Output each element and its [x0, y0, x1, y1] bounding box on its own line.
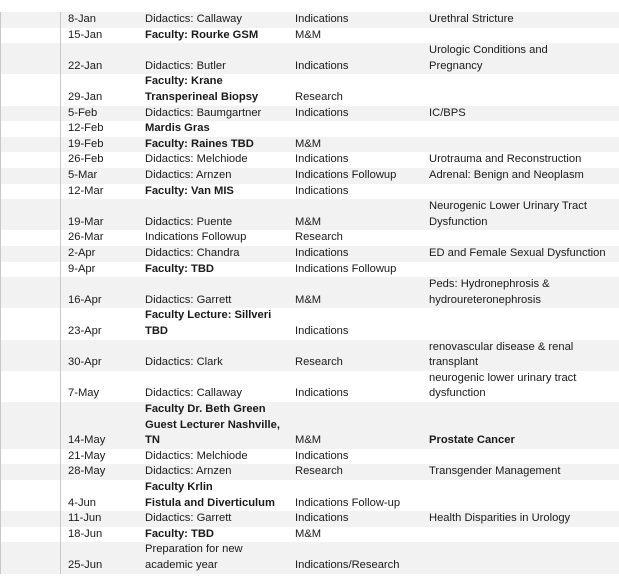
date-cell: 2-Apr [68, 247, 96, 259]
date-cell: 26-Mar [68, 231, 104, 244]
date-cell: 7-May [68, 387, 100, 400]
table-row [0, 230, 619, 246]
table-row [0, 340, 619, 371]
topic-cell: Faculty: TBD [145, 262, 214, 275]
subject-cell: ED and Female Sexual Dysfunction [429, 247, 606, 259]
table-row [0, 402, 619, 449]
topic-cell: Didactics: Chandra [145, 247, 240, 259]
topic-cell: Faculty: TBD [145, 527, 214, 540]
table-row [0, 527, 619, 543]
topic-cell: Didactics: Melchiode [145, 449, 248, 462]
date-cell: 12-Mar [68, 184, 104, 197]
session-cell: Indications [295, 449, 349, 462]
table-row [0, 199, 619, 230]
session-cell: M&M [295, 293, 322, 306]
session-cell: Indications [295, 153, 349, 166]
subject-cell: renovascular disease & renal transplant [429, 340, 574, 369]
date-cell: 11-Jun [68, 512, 102, 525]
session-cell: M&M [295, 215, 322, 228]
date-cell: 18-Jun [68, 527, 103, 540]
session-cell: M&M [295, 137, 322, 150]
subject-cell: Urethral Stricture [429, 13, 514, 25]
date-cell: 21-May [68, 449, 106, 462]
topic-cell: Mardis Gras [145, 122, 210, 135]
session-cell: Indications [295, 184, 349, 197]
topic-cell: Faculty: Raines TBD [145, 137, 254, 150]
date-cell: 26-Feb [68, 153, 104, 166]
topic-cell: Faculty Lecture: Sillveri TBD [145, 309, 272, 337]
session-cell: Indications Follow-up [295, 496, 401, 509]
table-row [0, 464, 619, 480]
table-row [0, 74, 619, 105]
subject-cell: Urotrauma and Reconstruction [429, 153, 582, 166]
table-row [0, 168, 619, 184]
subject-cell: Health Disparities in Urology [429, 512, 571, 525]
table-row [0, 28, 619, 44]
date-cell: 22-Jan [68, 59, 103, 72]
subject-cell: Urologic Conditions and Pregnancy [429, 44, 548, 72]
table-row [0, 43, 619, 74]
date-cell: 5-Mar [68, 169, 98, 181]
date-cell: 25-Jun [68, 558, 103, 571]
table-border-line [0, 12, 1, 574]
date-cell: 16-Apr [68, 293, 102, 306]
session-cell: Indications Followup [295, 262, 397, 275]
session-cell: Indications [295, 324, 349, 337]
session-cell: Research [295, 90, 343, 103]
table-row [0, 137, 619, 153]
topic-cell: Didactics: Callaway [145, 387, 242, 400]
table-row [0, 12, 619, 28]
table-row [0, 308, 619, 339]
session-cell: Indications [295, 247, 349, 259]
date-cell: 15-Jan [68, 28, 103, 41]
date-cell: 12-Feb [68, 122, 104, 135]
date-cell: 5-Feb [68, 106, 98, 119]
topic-cell: Faculty Krlin Fistula and Diverticulum [145, 481, 275, 509]
date-cell: 4-Jun [68, 496, 96, 509]
table-row [0, 121, 619, 137]
session-cell: Indications [295, 13, 349, 25]
date-cell: 14-May [68, 434, 106, 447]
session-cell: M&M [295, 434, 322, 447]
table-row [0, 152, 619, 168]
session-cell: Indications [295, 59, 349, 72]
table-row [0, 277, 619, 308]
session-cell: Indications Followup [295, 169, 397, 181]
subject-cell: neurogenic lower urinary tract dysfunction [429, 371, 577, 400]
topic-cell: Didactics: Arnzen [145, 465, 232, 478]
topic-cell: Faculty Dr. Beth Green Guest Lecturer Nashville, TN [145, 403, 280, 447]
date-cell: 9-Apr [68, 262, 96, 275]
date-cell: 28-May [68, 465, 106, 478]
session-cell: Indications [295, 512, 349, 525]
topic-cell: Didactics: Puente [145, 215, 233, 228]
date-cell: 8-Jan [68, 13, 96, 25]
topic-cell: Didactics: Garrett [145, 512, 232, 525]
table-row [0, 262, 619, 278]
subject-cell: Adrenal: Benign and Neoplasm [429, 169, 584, 181]
session-cell: M&M [295, 28, 322, 41]
table-border-line [60, 12, 61, 574]
topic-cell: Didactics: Garrett [145, 293, 232, 306]
date-cell: 19-Feb [68, 137, 104, 150]
table-row [0, 371, 619, 402]
table-row [0, 246, 619, 262]
table-row [0, 480, 619, 511]
subject-cell: Peds: Hydronephrosis & hydroureteronephrosis [429, 278, 550, 306]
date-cell: 19-Mar [68, 215, 104, 228]
date-cell: 23-Apr [68, 324, 102, 337]
subject-cell: Prostate Cancer [429, 434, 515, 447]
table-row [0, 511, 619, 527]
topic-cell: Didactics: Butler [145, 59, 226, 72]
topic-cell: Didactics: Melchiode [145, 153, 248, 166]
session-cell: Indications [295, 106, 349, 119]
subject-cell: Transgender Management [429, 465, 561, 478]
session-cell: Indications/Research [295, 558, 400, 571]
topic-cell: Faculty: Rourke GSM [145, 28, 259, 41]
date-cell: 29-Jan [68, 90, 103, 103]
table-row [0, 184, 619, 200]
session-cell: M&M [295, 527, 322, 540]
topic-cell: Preparation for new academic year [145, 543, 243, 571]
topic-cell: Indications Followup [145, 231, 247, 244]
topic-cell: Didactics: Callaway [145, 13, 242, 25]
topic-cell: Didactics: Arnzen [145, 169, 232, 181]
subject-cell: IC/BPS [429, 106, 466, 119]
session-cell: Research [295, 356, 343, 369]
topic-cell: Faculty: Van MIS [145, 184, 234, 197]
table-row [0, 542, 619, 573]
table-row [0, 106, 619, 122]
session-cell: Indications [295, 387, 349, 400]
session-cell: Research [295, 231, 343, 244]
topic-cell: Didactics: Clark [145, 356, 223, 369]
date-cell: 30-Apr [68, 356, 102, 369]
topic-cell: Faculty: Krane Transperineal Biopsy [145, 75, 259, 103]
topic-cell: Didactics: Baumgartner [145, 106, 262, 119]
session-cell: Research [295, 465, 343, 478]
subject-cell: Neurogenic Lower Urinary Tract Dysfunction [429, 200, 587, 228]
table-row [0, 449, 619, 465]
